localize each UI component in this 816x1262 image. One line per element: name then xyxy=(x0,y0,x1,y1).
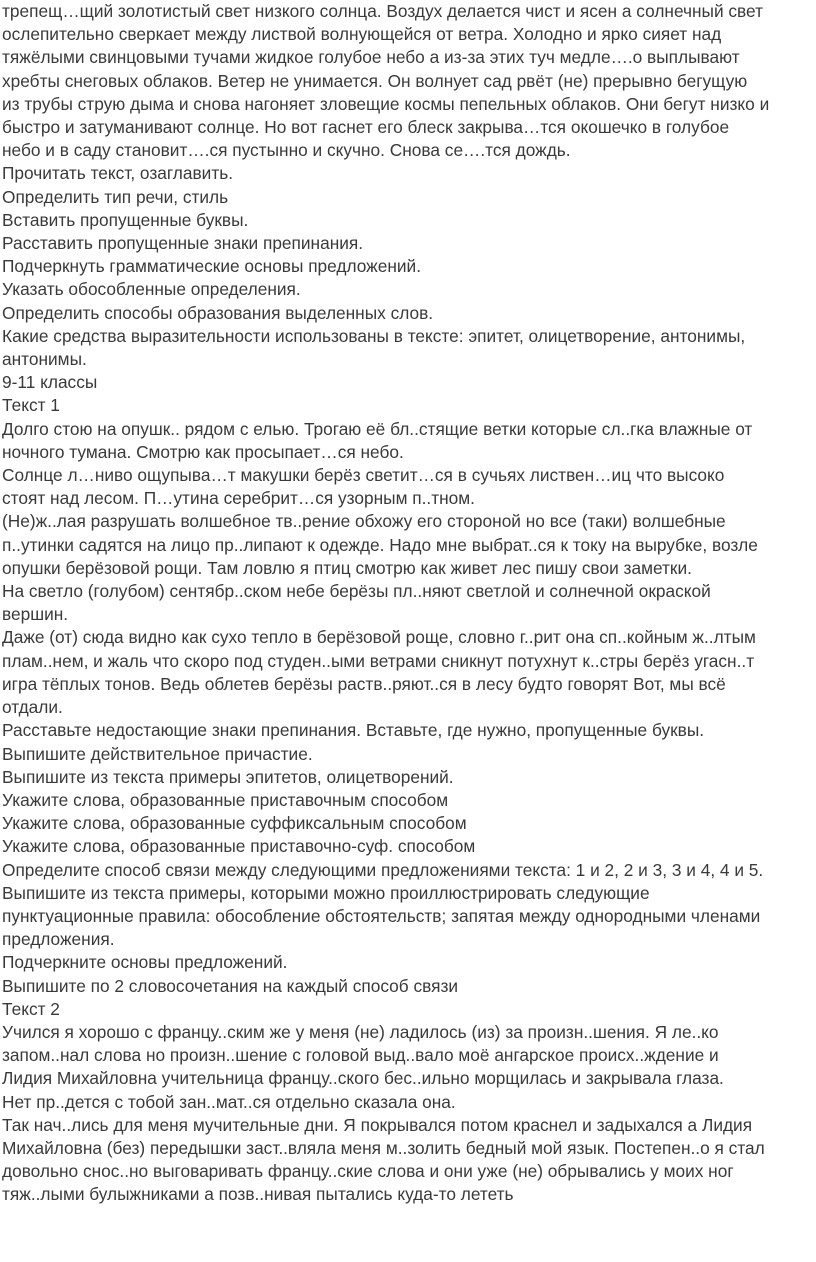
task-line: Укажите слова, образованные суффиксальным способом xyxy=(2,813,467,834)
task-line: Укажите слова, образованные приставочным способом xyxy=(2,789,449,810)
task-line: Подчеркнуть грамматические основы предложений. xyxy=(2,256,422,277)
task-line: Выпишите по 2 словосочетания на каждый способ связи xyxy=(2,975,459,996)
text-line: игра тёплых тонов. Ведь облетев берёзы раств..ряют..ся в лесу будто говорят Вот, мы всё xyxy=(2,673,726,694)
text-line: быстро и затуманивают солнце. Но вот гаснет его блеск закрыва…тся окошечко в голубое xyxy=(2,117,730,138)
task-line: Указать обособленные определения. xyxy=(2,279,301,300)
text-line: На светло (голубом) сентябр..ском небе берёзы пл..няют светлой и солнечной окраской xyxy=(2,581,711,602)
text-line: отдали. xyxy=(2,697,63,718)
text-line: опушки берёзовой рощи. Там ловлю я птиц смотрю как живет лес пишу свои заметки. xyxy=(2,557,692,578)
task-line: предложения. xyxy=(2,929,115,950)
text-line: вершин. xyxy=(2,604,69,625)
text-line: из трубы струю дыма и снова нагоняет зловещие космы пепельных облаков. Они бегут низко и xyxy=(2,93,770,114)
text-line: трепещ…щий золотистый свет низкого солнца. Воздух делается чист и ясен а солнечный свет xyxy=(2,1,763,21)
text-line: тяжёлыми свинцовыми тучами жидкое голубое небо а из-за этих туч медле….о выплывают xyxy=(2,47,740,68)
text-line: Лидия Михайловна учительница францу..ского бес..ильно морщилась и закрывала глаза. xyxy=(2,1068,724,1089)
text-line: (Не)ж..лая разрушать волшебное тв..рение обхожу его стороной но все (таки) волшебные xyxy=(2,511,726,532)
text-line: Солнце л…ниво ощупыва…т макушки берёз светит…ся в сучьях листвен…иц что высоко xyxy=(2,465,725,486)
text-line: Михайловна (без) передышки заст..вляла меня м..золить бедный мой язык. Постепен..о я стал xyxy=(2,1137,765,1158)
text-line: довольно снос..но выговаривать францу..ские слова и они уже (не) обрывались у моих ног xyxy=(2,1161,734,1182)
task-line: Расставьте недостающие знаки препинания. Вставьте, где нужно, пропущенные буквы. xyxy=(2,720,705,741)
text-line: Даже (от) сюда видно как сухо тепло в берёзовой роще, словно г..рит она сп..койным ж..лтым xyxy=(2,627,756,648)
task-line: Какие средства выразительности использованы в тексте: эпитет, олицетворение, антонимы, xyxy=(2,325,746,346)
task-line: Определить способы образования выделенных слов. xyxy=(2,302,434,323)
task-line: Расставить пропущенные знаки препинания. xyxy=(2,233,364,254)
section-heading: Текст 1 xyxy=(2,395,60,416)
text-line: тяж..лыми булыжниками а позв..нивая пытались куда-то лететь xyxy=(2,1184,514,1205)
task-line: Определить тип речи, стиль xyxy=(2,186,229,207)
task-line: антонимы. xyxy=(2,349,87,370)
task-line: Выпишите из текста примеры эпитетов, олицетворений. xyxy=(2,766,454,787)
task-line: Вставить пропущенные буквы. xyxy=(2,209,249,230)
grade-heading: 9-11 классы xyxy=(2,372,98,393)
task-line: Прочитать текст, озаглавить. xyxy=(2,163,234,184)
task-line: Подчеркните основы предложений. xyxy=(2,952,288,973)
text-line: Учился я хорошо с францу..ским же у меня (не) ладилось (из) за произн..шения. Я ле..ко xyxy=(2,1021,719,1042)
text-line: ночного тумана. Смотрю как просыпает…ся небо. xyxy=(2,441,404,462)
task-line: Укажите слова, образованные приставочно-суф. способом xyxy=(2,836,476,857)
text-line: п..утинки садятся на лицо пр..липают к одежде. Надо мне выбрат..ся к току на вырубке, возле xyxy=(2,534,758,555)
text-line: небо и в саду становит….ся пустынно и скучно. Снова се….тся дождь. xyxy=(2,140,571,161)
task-line: Выпишите из текста примеры, которыми можно проиллюстрировать следующие xyxy=(2,882,650,903)
task-line: Определите способ связи между следующими предложениями текста: 1 и 2, 2 и 3, 3 и 4, 4 и 5. xyxy=(2,859,764,880)
task-line: Выпишите действительное причастие. xyxy=(2,743,313,764)
task-line: пунктуационные правила: обособление обстоятельств; запятая между однородными членами xyxy=(2,905,761,926)
text-line: Нет пр..дется с тобой зан..мат..ся отдельно сказала она. xyxy=(2,1091,456,1112)
text-line: стоят над лесом. П…утина серебрит…ся узорным п..тном. xyxy=(2,488,475,509)
text-line: Долго стою на опушк.. рядом с елью. Трогаю её бл..стящие ветки которые сл..гка влажные от xyxy=(2,418,753,439)
text-line: плам..нем, и жаль что скоро под студен..ыми ветрами сникнут потухнут к..стры берёз угасн..т xyxy=(2,650,755,671)
text-line: хребты снеговых облаков. Ветер не унимается. Он волнует сад рвёт (не) прерывно бегущую xyxy=(2,70,748,91)
text-line: запом..нал слова но произн..шение с головой выд..вало моё ангарское происх..ждение и xyxy=(2,1045,719,1066)
text-line: Так нач..лись для меня мучительные дни. Я покрывался потом краснел и задыхался а Лидия xyxy=(2,1114,753,1135)
text-line: ослепительно сверкает между листвой волнующейся от ветра. Холодно и ярко сияет над xyxy=(2,24,722,45)
section-heading: Текст 2 xyxy=(2,998,60,1019)
